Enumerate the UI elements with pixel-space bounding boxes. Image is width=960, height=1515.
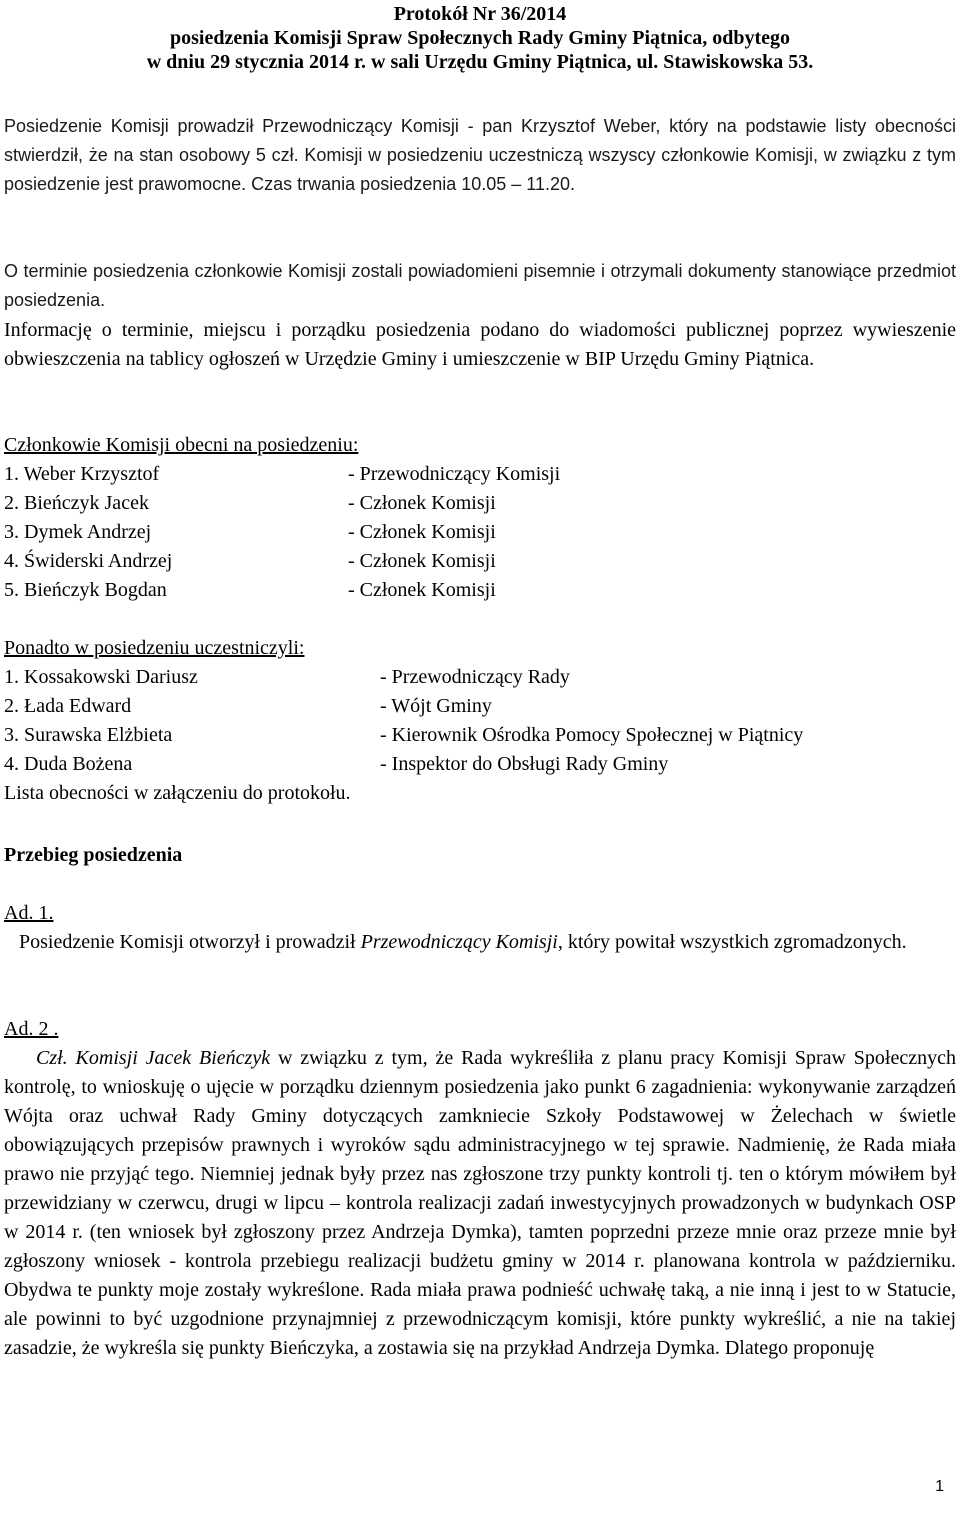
list-item <box>4 750 956 779</box>
member-name: 3. Dymek Andrzej <box>4 521 152 543</box>
protocol-title: Protokół Nr 36/2014 <box>393 3 567 25</box>
protocol-subtitle-line: posiedzenia Komisji Spraw Społecznych Rady Gminy Piątnica, odbytego <box>169 27 791 49</box>
protocol-header <box>0 0 960 74</box>
member-role: - Członek Komisji <box>348 492 496 514</box>
ad2-body: w związku z tym, że Rada wykreśliła z planu pracy Komisji Spraw Społecznych kontrolę, to wnioskuję o ujęcie w porządku dziennym posiedzenia jako punkt 6 zagadnienia: wykonywanie zarządzeń Wójta oraz uchwał Rady Gminy dotyczących zamkniecie Szkoły Podstawowej w Żelechach w świetle obowiązujących przepisów prawnych i wyroków sądu administracyjnego w tej sprawie. Nadmienię, że Rada miała prawo nie przyjąć tego. Niemniej jednak były przez nas zgłoszone trzy punkty kontroli tj. ten o którym mówiłem był przewidziany w czerwcu, drugi w lipcu – kontrola realizacji zadań inwestycyjnych prowadzonych w budynkach OSP w 2014 r. (ten wniosek był zgłoszony przez Andrzeja Dymka), tamten poprzedni przeze mnie oraz przeze mnie był zgłoszony wniosek - kontrola przebiegu realizacji budżetu gminy w 2014 r. planowana kontrola w październiku. Obydwa te punkty moje zostały wykreślone. Rada miała prawa podnieść uchwałę taką, a nie inną i jest to w Statucie, ale powinni to być uzgodnione przynajmniej z przewodniczącym komisji, które punkty wykreślić, a nie na takiej zasadzie, że wykreśla się punkty Bieńczyka, a zostawia się na przykład Andrzeja Dymka. Dlatego proponuję <box>4 1047 956 1359</box>
members-heading: Członkowie Komisji obecni na posiedzeniu: <box>4 434 359 456</box>
guest-role: - Przewodniczący Rady <box>380 666 570 688</box>
list-item <box>4 489 956 518</box>
intro-text-a: Posiedzenie Komisji prowadził Przewodniczący Komisji - pan Krzysztof Weber, który na podstawie listy obecności stwierdził, że na stan osobowy 5 czł. <box>4 116 956 165</box>
member-name: 5. Bieńczyk Bogdan <box>4 579 167 601</box>
intro-paragraph <box>4 112 956 199</box>
list-item <box>4 692 956 721</box>
ad1-section <box>4 899 956 957</box>
page-number: 1 <box>935 1478 944 1495</box>
list-item <box>4 721 956 750</box>
list-item <box>4 576 956 605</box>
notice-paragraph <box>4 257 956 315</box>
guest-name: 4. Duda Bożena <box>4 753 133 775</box>
guest-name: 2. Łada Edward <box>4 695 132 717</box>
members-section <box>4 431 956 605</box>
ad2-text <box>4 1044 956 1363</box>
list-item <box>4 547 956 576</box>
guest-role: - Inspektor do Obsługi Rady Gminy <box>380 753 669 775</box>
guest-name: 3. Surawska Elżbieta <box>4 724 173 746</box>
member-role: - Członek Komisji <box>348 521 496 543</box>
guests-heading: Ponadto w posiedzeniu uczestniczyli: <box>4 637 305 659</box>
ad1-text-pre: Posiedzenie Komisji otworzył i prowadził <box>4 931 361 953</box>
member-role: - Członek Komisji <box>348 550 496 572</box>
list-item <box>4 663 956 692</box>
ad1-italic: Przewodniczący Komisji <box>360 931 558 953</box>
member-role: - Przewodniczący Komisji <box>348 463 561 485</box>
list-item <box>4 460 956 489</box>
proceedings-heading: Przebieg posiedzenia <box>4 844 183 866</box>
member-role: - Członek Komisji <box>348 579 496 601</box>
member-name: 4. Świderski Andrzej <box>4 550 173 572</box>
attendance-note: Lista obecności w załączeniu do protokołu. <box>4 782 351 804</box>
intro-text-b: Komisji w posiedzeniu uczestniczą wszyscy członkowie Komisji, w związku z tym posiedzenie jest prawomocne. Czas trwania posiedzenia 10.05 – 11.20. <box>4 145 956 194</box>
notice-text-2: Informację o terminie, miejscu i porządku posiedzenia podano do wiadomości publicznej poprzez wywieszenie obwieszczenia na tablicy ogłoszeń w Urzędzie Gminy i umieszczenie w BIP Urzędu Gminy Piątnica. <box>4 319 956 370</box>
ad1-label: Ad. 1. <box>4 902 54 924</box>
publication-paragraph <box>4 316 956 374</box>
guest-name: 1. Kossakowski Dariusz <box>4 666 198 688</box>
protocol-meeting-line: w dniu 29 stycznia 2014 r. w sali Urzędu Gminy Piątnica, ul. Stawiskowska 53. <box>146 51 814 73</box>
ad2-label: Ad. 2 . <box>4 1018 59 1040</box>
ad1-text-post: , który powitał wszystkich zgromadzonych. <box>557 931 907 953</box>
ad2-italic: Czł. Komisji Jacek Bieńczyk <box>36 1047 271 1069</box>
ad1-text <box>4 928 956 957</box>
ad2-section <box>4 1015 956 1363</box>
list-item <box>4 518 956 547</box>
member-name: 1. Weber Krzysztof <box>4 463 160 485</box>
notice-text-1: O terminie posiedzenia członkowie Komisji zostali powiadomieni pisemnie i otrzymali dokumenty stanowiące przedmiot posiedzenia. <box>4 261 956 310</box>
member-name: 2. Bieńczyk Jacek <box>4 492 149 514</box>
guest-role: - Kierownik Ośrodka Pomocy Społecznej w Piątnicy <box>380 724 804 746</box>
guest-role: - Wójt Gminy <box>380 695 492 717</box>
guests-section <box>4 634 956 808</box>
